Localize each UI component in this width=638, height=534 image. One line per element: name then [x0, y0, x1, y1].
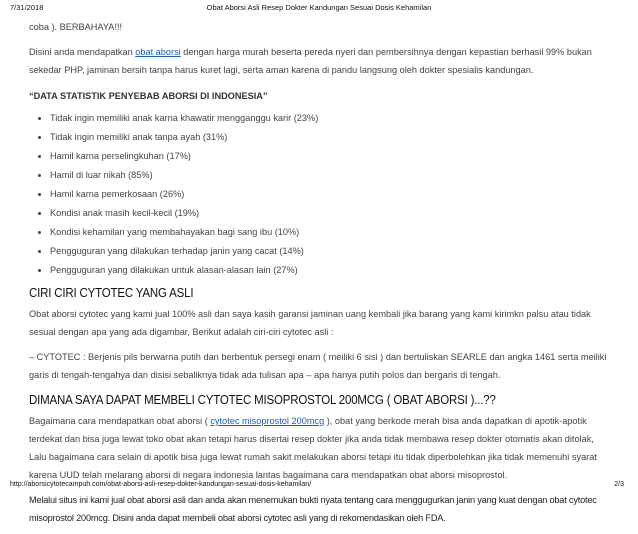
page-number: 2/3 — [614, 481, 624, 488]
print-page-title: Obat Aborsi Asli Resep Dokter Kandungan Sesuai Dosis Kehamilan — [206, 3, 432, 12]
intro-top-line: coba ). BERBAHAYA!!! — [29, 22, 123, 32]
obat-aborsi-link[interactable]: obat aborsi — [135, 47, 181, 57]
intro-text-before: Disini anda mendapatkan — [29, 47, 136, 57]
ciri-paragraph-2: – CYTOTEC : Berjenis pils berwarna putih dan berbentuk persegi enam ( meiliki 6 sisi ) dan bertuliskan SEARLE dan angka 1461 serta meiliki garis di tengah-tengahya dan disisi sebaliknya tidak ada tulisan apa – apa hanya putih polos dan bergaris di tengah. — [29, 352, 607, 380]
intro-paragraph — [29, 43, 613, 79]
article-content — [29, 18, 613, 534]
stats-list-item: • Kondisi kehamilan yang membahayakan bagi sang ibu (10%) — [50, 223, 613, 242]
ciri-paragraph-1: Obat aborsi cytotec yang kami jual 100% asli dan saya kasih garansi jaminan uang kembali jika barang yang kami kirimkn palsu atau tidak sesuai dengan apa yang ada digambar, Berikut adalah ciri-ciri cytotec asli : — [29, 309, 591, 337]
beli-text-after: ), obat yang berkode merah bisa anda dapatkan di apotik-apotik terdekat dan bisa juga lewat toko obat akan tetapi harus disertai resep dokter jika anda tidak membawa resep dokter otomatis akan ditolak, Lalu bagaimana cara selain di apotik bisa juga lewat rumah sakit melakukan aborsi tetapi itu tidak diperbolehkan jika tidak memenuhi syarat karena UUD telah melarang aborsi di negara indonesia lantas bagaimana cara mendapatkan obat aborsi misoprostol. — [29, 416, 597, 480]
stats-list-item: • Tidak ingin memiliki anak karna khawatir mengganggu karir (23%) — [50, 109, 613, 128]
beli-section-heading: DIMANA SAYA DAPAT MEMBELI CYTOTEC MISOPROSTOL 200MCG ( OBAT ABORSI )...?? — [29, 393, 496, 407]
print-url: http://aborsicytotecampuh.com/obat-aborsi-asli-resep-dokter-kandungan-sesuai-dosis-kehamilan/ — [10, 481, 312, 488]
stats-list-item: • Hamil karna perselingkuhan (17%) — [50, 147, 613, 166]
print-header — [0, 0, 638, 14]
print-date: 7/31/2018 — [10, 3, 44, 12]
beli-text-before: Bagaimana cara mendapatkan obat aborsi ( — [29, 416, 211, 426]
stats-list-item: • Pengguguran yang dilakukan untuk alasan-alasan lain (27%) — [50, 261, 613, 280]
stats-list-item: • Hamil di luar nikah (85%) — [50, 166, 613, 185]
intro-text-after: dengan harga murah beserta pereda nyeri dan pembersihnya dengan kepastian berhasil 99% bukan sekedar PHP, jaminan bersih tanpa harus kuret lagi, serta aman karena di pandu langsung oleh dokter spesialis kandungan. — [29, 47, 592, 75]
stats-list-item: • Tidak ingin memiliki anak tanpa ayah (31%) — [50, 128, 613, 147]
ciri-section-heading: CIRI CIRI CYTOTEC YANG ASLI — [29, 286, 194, 300]
beli-paragraph-1 — [29, 412, 613, 484]
stats-list-item: • Hamil karna pemerkosaan (26%) — [50, 185, 613, 204]
print-footer — [0, 479, 638, 493]
beli-paragraph-2: Melalui situs ini kami jual obat aborsi asli dan anda akan menemukan bukti nyata tentang cara menggugurkan janin yang kuat dengan obat cytotec misoprostol 200mcg. Disini anda dapat membeli obat aborsi cytotec asli yang di rekomendasikan oleh FDA. — [29, 495, 597, 523]
stats-heading: “DATA STATISTIK PENYEBAB ABORSI DI INDONESIA” — [29, 91, 268, 101]
stats-list — [29, 109, 613, 280]
stats-list-item: • Kondisi anak masih kecil-kecil (19%) — [50, 204, 613, 223]
cytotec-misoprostol-link[interactable]: cytotec misoprostol 200mcg — [210, 416, 325, 426]
stats-list-item: • Pengguguran yang dilakukan terhadap janin yang cacat (14%) — [50, 242, 613, 261]
